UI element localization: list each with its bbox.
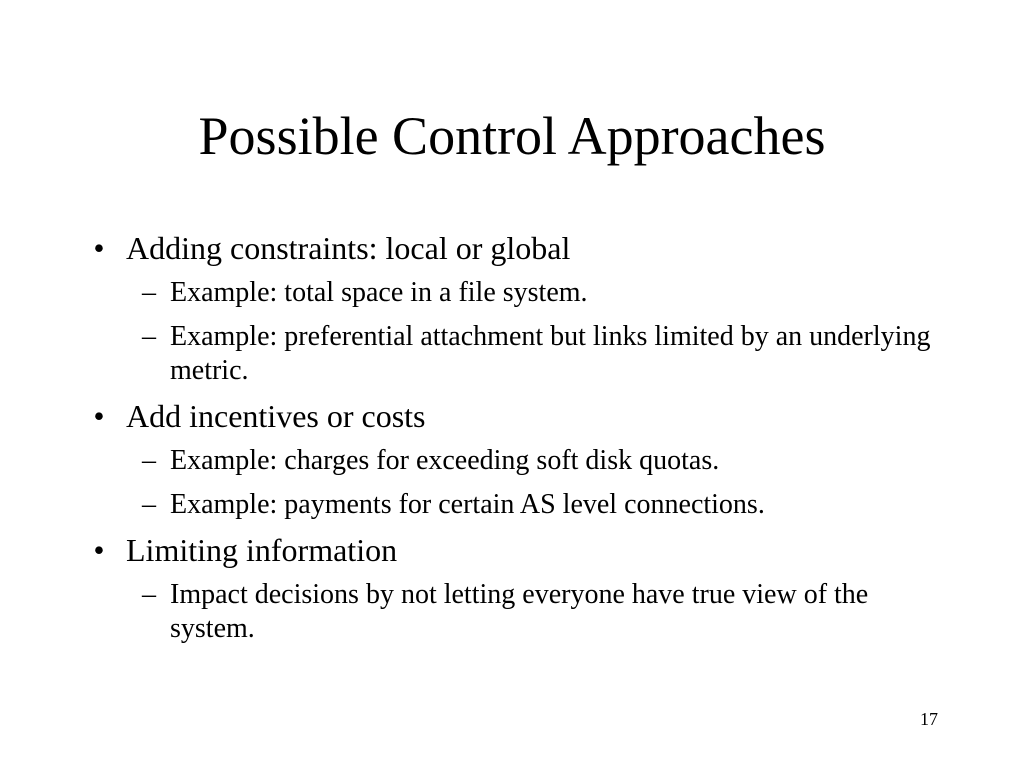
bullet-text: Add incentives or costs	[126, 398, 426, 434]
dash-icon: –	[142, 445, 156, 476]
sub-bullet-text: Example: payments for certain AS level connections.	[170, 489, 765, 520]
sub-bullet-list	[126, 444, 954, 522]
sub-bullet-item	[126, 276, 954, 310]
bullet-item	[84, 530, 954, 646]
bullet-dot-icon: •	[93, 532, 105, 568]
sub-bullet-text: Example: total space in a file system.	[170, 277, 588, 308]
bullet-text: Limiting information	[126, 532, 398, 568]
page-number: 17	[920, 709, 938, 729]
slide-title: Possible Control Approaches	[198, 106, 826, 166]
bullet-dot-icon: •	[93, 398, 105, 434]
dash-icon: –	[142, 579, 156, 610]
bullet-item	[84, 228, 954, 388]
sub-bullet-item	[126, 444, 954, 478]
bullet-text: Adding constraints: local or global	[126, 230, 571, 266]
sub-bullet-item	[126, 578, 954, 646]
sub-bullet-item	[126, 488, 954, 522]
dash-icon: –	[142, 321, 156, 352]
sub-bullet-text: Impact decisions by not letting everyone have true view of the system.	[170, 579, 869, 644]
sub-bullet-text: Example: charges for exceeding soft disk quotas.	[170, 445, 720, 476]
sub-bullet-list	[126, 276, 954, 388]
dash-icon: –	[142, 489, 156, 520]
bullet-item	[84, 396, 954, 522]
sub-bullet-item	[126, 320, 954, 388]
dash-icon: –	[142, 277, 156, 308]
sub-bullet-text: Example: preferential attachment but links limited by an underlying metric.	[170, 321, 931, 386]
bullet-list	[84, 228, 954, 646]
bullet-dot-icon: •	[93, 230, 105, 266]
sub-bullet-list	[126, 578, 954, 646]
